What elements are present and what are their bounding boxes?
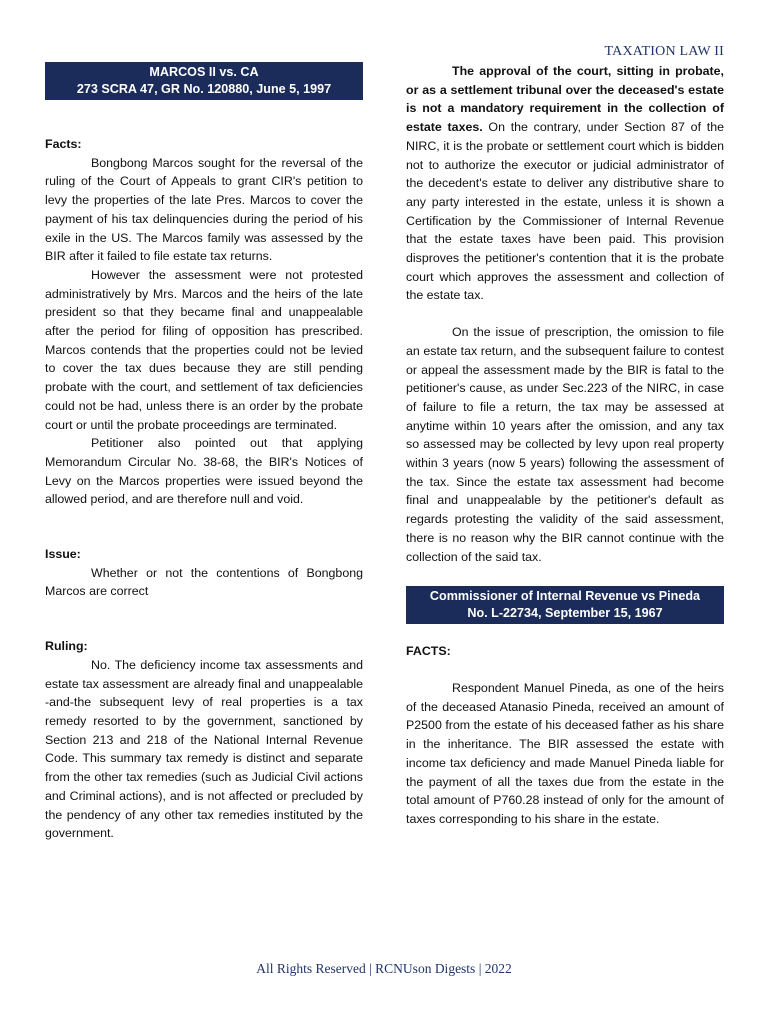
case2-title-line2: No. L-22734, September 15, 1967 [467, 606, 663, 621]
ruling-heading: Ruling: [45, 639, 88, 654]
case2-title-line1: Commissioner of Internal Revenue vs Pineda [429, 589, 701, 604]
right-column [406, 62, 724, 829]
prescription-paragraph: On the issue of prescription, the omission to file an estate tax return, and the subsequent failure to contest or appeal the assessment made by the BIR is fatal to the petitioner's cause, as under Sec.223 of the NIRC, in case of failure to file a return, the tax may be assessed at anytime within 10 years after the omission, and any tax so assessed may be collected by levy upon real property within 3 years (now 5 years) following the assessment of the tax. Since the estate tax assessment had become final and unappealable by the petitioner's default as regards protesting the validity of the said assessment, there is no reason why the BIR cannot continue with the collection of the said tax. [406, 325, 724, 564]
case2-facts-paragraph: Respondent Manuel Pineda, as one of the heirs of the deceased Atanasio Pineda, received an amount of P2500 from the estate of his deceased father as his share in the inheritance. The BIR assessed the estate with income tax deficiency and made Manuel Pineda liable for the payment of all the taxes due from the estate in the total amount of P760.28 instead of only for the amount of taxes corresponding to his share in the estate. [406, 680, 724, 826]
issue-heading: Issue: [45, 547, 81, 562]
facts-heading: Facts: [45, 137, 82, 151]
case-title-line1: MARCOS II vs. CA [149, 65, 259, 79]
footer: All Rights Reserved | RCNUson Digests | 2022 [256, 961, 512, 976]
facts-paragraph-3: Petitioner also pointed out that applying Memorandum Circular No. 38-68, the BIR's Notices of Levy on the Marcos properties were issued beyond the allowed period, and are therefore null and void. [45, 436, 363, 507]
facts-paragraph-1: Bongbong Marcos sought for the reversal of the ruling of the Court of Appeals to grant CIR's petition to levy the properties of the late Pres. Marcos to cover the payment of his tax delinquencies during the period of his exile in the US. The Marcos family was assessed by the BIR after it failed to file estate tax returns. [45, 155, 363, 264]
ruling-continuation-paragraph [406, 62, 724, 305]
case-title-line2: 273 SCRA 47, GR No. 120880, June 5, 1997 [76, 82, 332, 96]
running-header: TAXATION LAW II [604, 44, 724, 59]
ruling-paragraph: No. The deficiency income tax assessments and estate tax assessment are already final and unappealable -and-the subsequent levy of real properties is a tax remedy resorted to by the government, sanctioned by Section 213 and 218 of the National Internal Revenue Code. This summary tax remedy is distinct and separate from the other tax remedies (such as Judicial Civil actions and Criminal actions), and is not affected or precluded by the pendency of any other tax remedies instituted by the government. [45, 657, 363, 841]
facts-paragraph-2: However the assessment were not protested administratively by Mrs. Marcos and the heirs of the late president so that they became final and unappealable after the period for filing of opposition has prescribed. Marcos contends that the properties could not be levied to cover the tax dues because they are still pending probate with the court, and settlement of tax deficiencies could not be had, unless there is an order by the probate court or until the probate proceedings are terminated. [45, 267, 363, 432]
case2-facts-heading: FACTS: [406, 644, 451, 659]
left-column [45, 62, 363, 843]
case2-title-box [406, 586, 724, 624]
case-title-box [45, 62, 363, 100]
ruling-emphasis: The approval of the court, sitting in probate, or as a settlement tribunal over the deceased's estate is not a mandatory requirement in the collection of estate taxes. [406, 64, 724, 135]
ruling-continuation-text: On the contrary, under Section 87 of the NIRC, it is the probate or settlement court which is bidden not to authorize the executor or judicial administrator of the decedent's estate to deliver any distributive share to any party interested in the estate, unless it is shown a Certification by the Commissioner of Internal Revenue that the estate taxes have been paid. This provision disproves the petitioner's contention that it is the probate court which approves the assessment and collection of the estate tax. [406, 120, 724, 303]
issue-paragraph: Whether or not the contentions of Bongbong Marcos are correct [45, 565, 363, 599]
